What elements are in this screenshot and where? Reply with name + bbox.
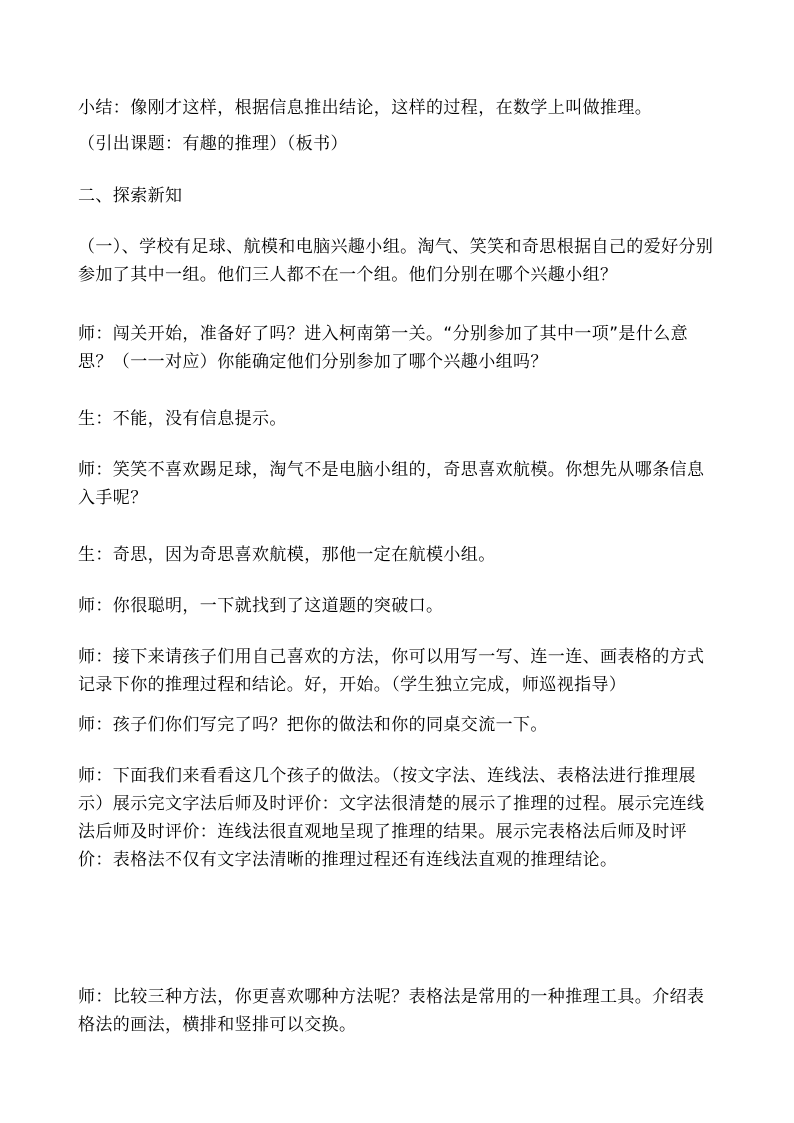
section-heading: 二、探索新知 (78, 186, 183, 206)
paragraph-student-2: 生：奇思，因为奇思喜欢航模，那他一定在航模小组。 (78, 545, 496, 565)
paragraph-summary: 小结：像刚才这样，根据信息推出结论，这样的过程，在数学上叫做推理。 (78, 98, 653, 118)
paragraph-teacher-1: 师：闯关开始，准备好了吗？进入柯南第一关。“分别参加了其中一项”是什么意思？（一一对应）你能确定他们分别参加了哪个兴趣小组吗？ (78, 324, 689, 372)
paragraph-teacher-3: 师：你很聪明，一下就找到了这道题的突破口。 (78, 596, 444, 616)
paragraph-teacher-5: 师：孩子们你们写完了吗？把你的做法和你的同桌交流一下。 (78, 715, 548, 735)
paragraph-student-1: 生：不能，没有信息提示。 (78, 409, 287, 429)
paragraph-topic-intro: （引出课题：有趣的推理）（板书） (78, 134, 348, 154)
paragraph-teacher-7: 师：比较三种方法，你更喜欢哪种方法呢？表格法是常用的一种推理工具。介绍表格法的画法，横排和竖排可以交换。 (78, 987, 705, 1035)
paragraph-teacher-6: 师：下面我们来看看这几个孩子的做法。（按文字法、连线法、表格法进行推理展示）展示完文字法后师及时评价：文字法很清楚的展示了推理的过程。展示完连线法后师及时评价：连线法很直观地呈现了推理的结果。展示完表格法后师及时评价：表格法不仅有文字法清晰的推理过程还有连线法直观的推理结论。 (78, 766, 705, 870)
paragraph-problem: （一）、学校有足球、航模和电脑兴趣小组。淘气、笑笑和奇思根据自己的爱好分别参加了其中一组。他们三人都不在一个组。他们分别在哪个兴趣小组？ (78, 237, 714, 285)
paragraph-teacher-2: 师：笑笑不喜欢踢足球，淘气不是电脑小组的，奇思喜欢航模。你想先从哪条信息入手呢？ (78, 460, 705, 508)
paragraph-teacher-4: 师：接下来请孩子们用自己喜欢的方法，你可以用写一写、连一连、画表格的方式记录下你的推理过程和结论。好，开始。（学生独立完成，师巡视指导） (78, 647, 705, 695)
